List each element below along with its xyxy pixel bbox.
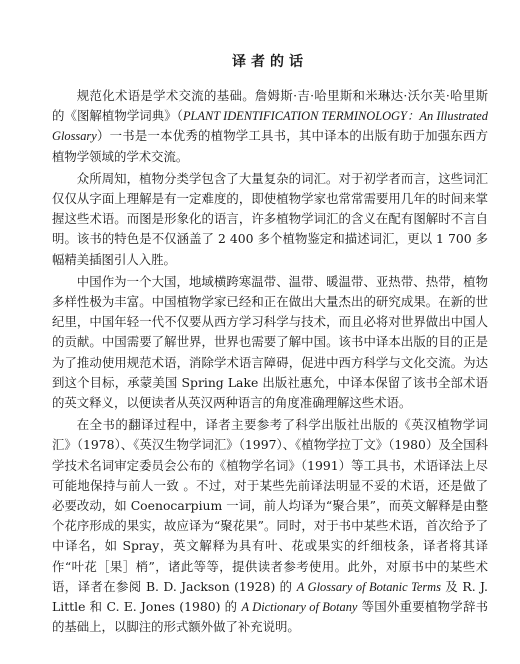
italic-title-text: A Dictionary of Botany (241, 600, 358, 615)
paragraph-text: 及 R. J. Little 和 C. E. Jones (1980) 的 (52, 578, 488, 615)
paragraph (52, 272, 488, 413)
body-text (52, 86, 488, 637)
italic-title-text: A Glossary of Botanic Terms (296, 579, 441, 594)
paragraph-text: 等国外重要植物学辞书的基础上，以脚注的形式额外做了补充说明。 (52, 599, 489, 635)
paragraph (52, 415, 488, 637)
paragraph-text: ）一书是一本优秀的植物学工具书，其中译本的出版有助于加强东西方植物学领域的学术交流。 (52, 128, 488, 164)
paragraph-text: 规范化术语是学术交流的基础。詹姆斯·吉·哈里斯和米琳达·沃尔芙·哈里斯的《图解植物学词典》（ (52, 88, 488, 124)
italic-title-text: PLANT IDENTIFICATION TERMINOLOGY：An Illustrated Glossary (52, 109, 488, 144)
paragraph-text: 众所周知，植物分类学包含了大量复杂的词汇。对于初学者而言，这些词汇仅仅从字面上理解是有一定难度的，即使植物学家也常常需要用几年的时间来掌握这些术语。而图是形象化的语言，许多植物学词汇的含义在配有图解时不言自明。该书的特色是不仅涵盖了 2 400 多个植物鉴定和描述词汇，更以 1 700 多幅精美插图引人入胜。 (52, 170, 488, 267)
paragraph (52, 86, 488, 167)
paragraph-text: 中国作为一个大国，地域横跨寒温带、温带、暖温带、亚热带、热带，植物多样性极为丰富。中国植物学家已经和正在做出大量杰出的研究成果。在新的世纪里，中国年轻一代不仅要从西方学习科学与技术，而且必将对世界做出中国人的贡献。中国需要了解世界，世界也需要了解中国。该书中译本出版的目的正是为了推动使用规范术语，消除学术语言障碍，促进中西方科学与文化交流。为达到这个目标，承蒙美国 Spring Lake 出版社惠允，中译本保留了该书全部术语的英文释义，以便读者从英汉两种语言的角度准确理解这些术语。 (52, 273, 488, 411)
page-title: 译者的话 (232, 54, 308, 70)
paragraph (52, 169, 488, 270)
paragraph-text: 在全书的翻译过程中，译者主要参考了科学出版社出版的《英汉植物学词汇》（1978）、《英汉生物学词汇》（1997）、《植物学拉丁文》（1980）及全国科学技术名词审定委员会公布的《植物学名词》（1991）等工具书，术语译法上尽可能地保持与前人一致 。不过，对于某些先前译法明显不妥的术语，还是做了必要改动，如 Coenocarpium 一词，前人均译为“聚合果”，而英文解释是由整个花序形成的果实，故应译为“聚花果”。同时，对于书中某些术语，首次给予了中译名，如 Spray，英文解释为具有叶、花或果实的纤细枝条，译者将其译作“叶花［果］梢”，诸此等等，提供读者参考使用。此外，对原书中的某些术语，译者在参阅 B. D. Jackson (1928) 的 (52, 417, 488, 594)
